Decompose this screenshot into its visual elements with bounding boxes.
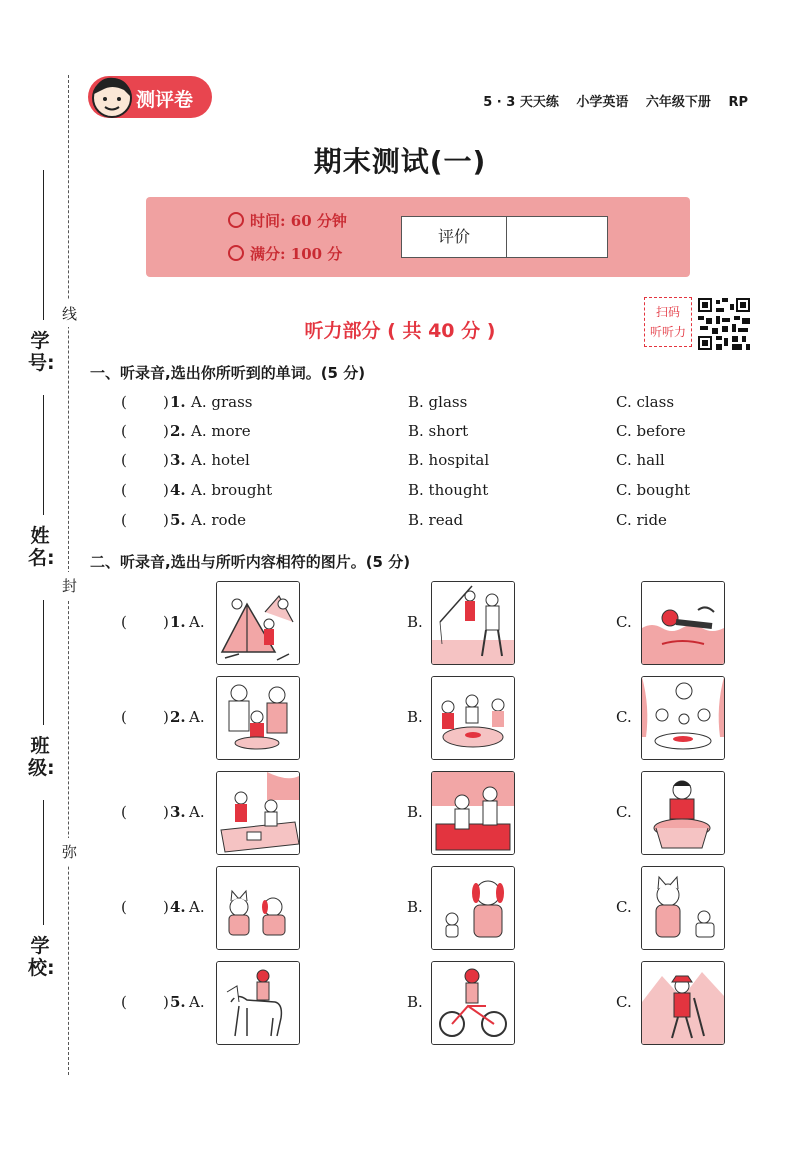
- clock-icon: [228, 212, 244, 228]
- answer-paren-left: (: [121, 451, 127, 469]
- qr-code-icon[interactable]: [698, 298, 750, 350]
- washing-clothes-picture[interactable]: [641, 771, 725, 855]
- header-meta: [470, 91, 748, 110]
- evaluation-box: [401, 216, 608, 258]
- part2-row-2: [0, 676, 800, 760]
- option-b-label: B.: [407, 993, 423, 1011]
- scan-line-2: 听听力: [649, 325, 686, 339]
- camping-tent-picture[interactable]: [216, 581, 300, 665]
- mid-autumn-family-picture[interactable]: [641, 676, 725, 760]
- riding-horse-picture[interactable]: [216, 961, 300, 1045]
- binding-word-seal: 封: [62, 572, 77, 599]
- family-dinner-picture[interactable]: [431, 676, 515, 760]
- option-a-label: A.: [189, 803, 205, 821]
- option-b-label: B.: [407, 708, 423, 726]
- question-number: 5.: [170, 993, 186, 1011]
- part1-row-1: [0, 393, 800, 417]
- option-a: A. grass: [191, 393, 253, 411]
- student-avatar-icon: [90, 74, 134, 120]
- part1-row-5: [0, 511, 800, 535]
- part2-row-1: [0, 581, 800, 665]
- option-a-label: A.: [189, 898, 205, 916]
- family-cooking-picture[interactable]: [216, 676, 300, 760]
- scan-line-1: 扫码: [655, 305, 680, 319]
- answer-paren-left: (: [121, 803, 127, 821]
- question-number: 2.: [170, 422, 186, 440]
- option-b: B. short: [408, 422, 469, 440]
- binding-word-mi: 弥: [62, 838, 77, 865]
- score-line: [228, 243, 342, 264]
- answer-paren-right: ): [163, 803, 169, 821]
- question-number: 3.: [170, 803, 186, 821]
- picnic-picture[interactable]: [216, 771, 300, 855]
- student-id-label: 学号:: [28, 330, 55, 374]
- option-c: C. before: [616, 422, 686, 440]
- option-c: C. hall: [616, 451, 665, 469]
- badge-text: 测评卷: [136, 89, 194, 111]
- option-b-label: B.: [407, 613, 423, 631]
- student-id-rule: [43, 170, 44, 320]
- question-number: 3.: [170, 451, 186, 469]
- question-number: 4.: [170, 481, 186, 499]
- answer-paren-left: (: [121, 993, 127, 1011]
- question-number: 5.: [170, 511, 186, 529]
- answer-paren-left: (: [121, 422, 127, 440]
- big-cat-and-puppy-picture[interactable]: [641, 866, 725, 950]
- option-c-label: C.: [616, 613, 632, 631]
- option-c-label: C.: [616, 993, 632, 1011]
- grade-name: 六年级下册: [645, 95, 711, 110]
- option-a: A. hotel: [191, 451, 250, 469]
- option-a: A. rode: [191, 511, 247, 529]
- fishing-picture[interactable]: [431, 581, 515, 665]
- binding-word-line: 线: [62, 300, 77, 327]
- option-c-label: C.: [616, 803, 632, 821]
- riding-bike-picture[interactable]: [431, 961, 515, 1045]
- class-label: 班级:: [28, 735, 55, 779]
- option-c: C. bought: [616, 481, 691, 499]
- option-c: C. ride: [616, 511, 667, 529]
- cat-and-dog-picture[interactable]: [216, 866, 300, 950]
- option-a: A. brought: [191, 481, 273, 499]
- evaluation-label: 评价: [402, 217, 507, 257]
- answer-paren-right: ): [163, 898, 169, 916]
- option-b-label: B.: [407, 803, 423, 821]
- option-c: C. class: [616, 393, 675, 411]
- question-number: 1.: [170, 393, 186, 411]
- question-number: 1.: [170, 613, 186, 631]
- series-name: 5 · 3 天天练: [483, 95, 559, 110]
- swimming-picture[interactable]: [641, 581, 725, 665]
- answer-paren-right: ): [163, 451, 169, 469]
- part2-row-4: [0, 866, 800, 950]
- page-title: 期末测试(一): [313, 145, 487, 178]
- answer-paren-right: ): [163, 993, 169, 1011]
- option-a-label: A.: [189, 708, 205, 726]
- test-paper-badge: [88, 76, 212, 118]
- answer-paren-left: (: [121, 898, 127, 916]
- check-icon: [228, 245, 244, 261]
- part1-row-2: [0, 422, 800, 446]
- answer-paren-left: (: [121, 613, 127, 631]
- option-c-label: C.: [616, 898, 632, 916]
- time-line: [228, 210, 347, 231]
- option-b: B. thought: [408, 481, 489, 499]
- scan-to-listen-label: [644, 297, 692, 347]
- option-a-label: A.: [189, 993, 205, 1011]
- name-label: 姓名:: [28, 525, 55, 569]
- part2-row-3: [0, 771, 800, 855]
- option-b: B. glass: [408, 393, 468, 411]
- option-b: B. hospital: [408, 451, 490, 469]
- answer-paren-left: (: [121, 393, 127, 411]
- question-number: 4.: [170, 898, 186, 916]
- subject-name: 小学英语: [576, 95, 629, 110]
- kitten-and-big-dog-picture[interactable]: [431, 866, 515, 950]
- score-text: 满分: 100 分: [250, 245, 343, 263]
- option-b: B. read: [408, 511, 464, 529]
- option-b-label: B.: [407, 898, 423, 916]
- part1-row-3: [0, 451, 800, 475]
- answer-paren-left: (: [121, 481, 127, 499]
- answer-paren-right: ): [163, 481, 169, 499]
- making-bed-picture[interactable]: [431, 771, 515, 855]
- option-a: A. more: [191, 422, 251, 440]
- option-c-label: C.: [616, 708, 632, 726]
- answer-paren-left: (: [121, 511, 127, 529]
- part2-row-5: [0, 961, 800, 1045]
- time-text: 时间: 60 分钟: [250, 212, 347, 230]
- edition-name: RP: [728, 95, 748, 110]
- answer-paren-right: ): [163, 708, 169, 726]
- answer-paren-right: ): [163, 613, 169, 631]
- option-a-label: A.: [189, 613, 205, 631]
- listening-section-heading: 听力部分 ( 共 40 分 ): [304, 320, 496, 342]
- part2-heading: 二、听录音,选出与所听内容相符的图片。(5 分): [90, 553, 411, 571]
- part1-heading: 一、听录音,选出你所听到的单词。(5 分): [90, 364, 366, 382]
- info-box: [146, 197, 690, 277]
- answer-paren-left: (: [121, 708, 127, 726]
- answer-paren-right: ): [163, 422, 169, 440]
- part1-row-4: [0, 481, 800, 505]
- question-number: 2.: [170, 708, 186, 726]
- answer-paren-right: ): [163, 511, 169, 529]
- hiking-picture[interactable]: [641, 961, 725, 1045]
- school-label: 学校:: [28, 935, 55, 979]
- answer-paren-right: ): [163, 393, 169, 411]
